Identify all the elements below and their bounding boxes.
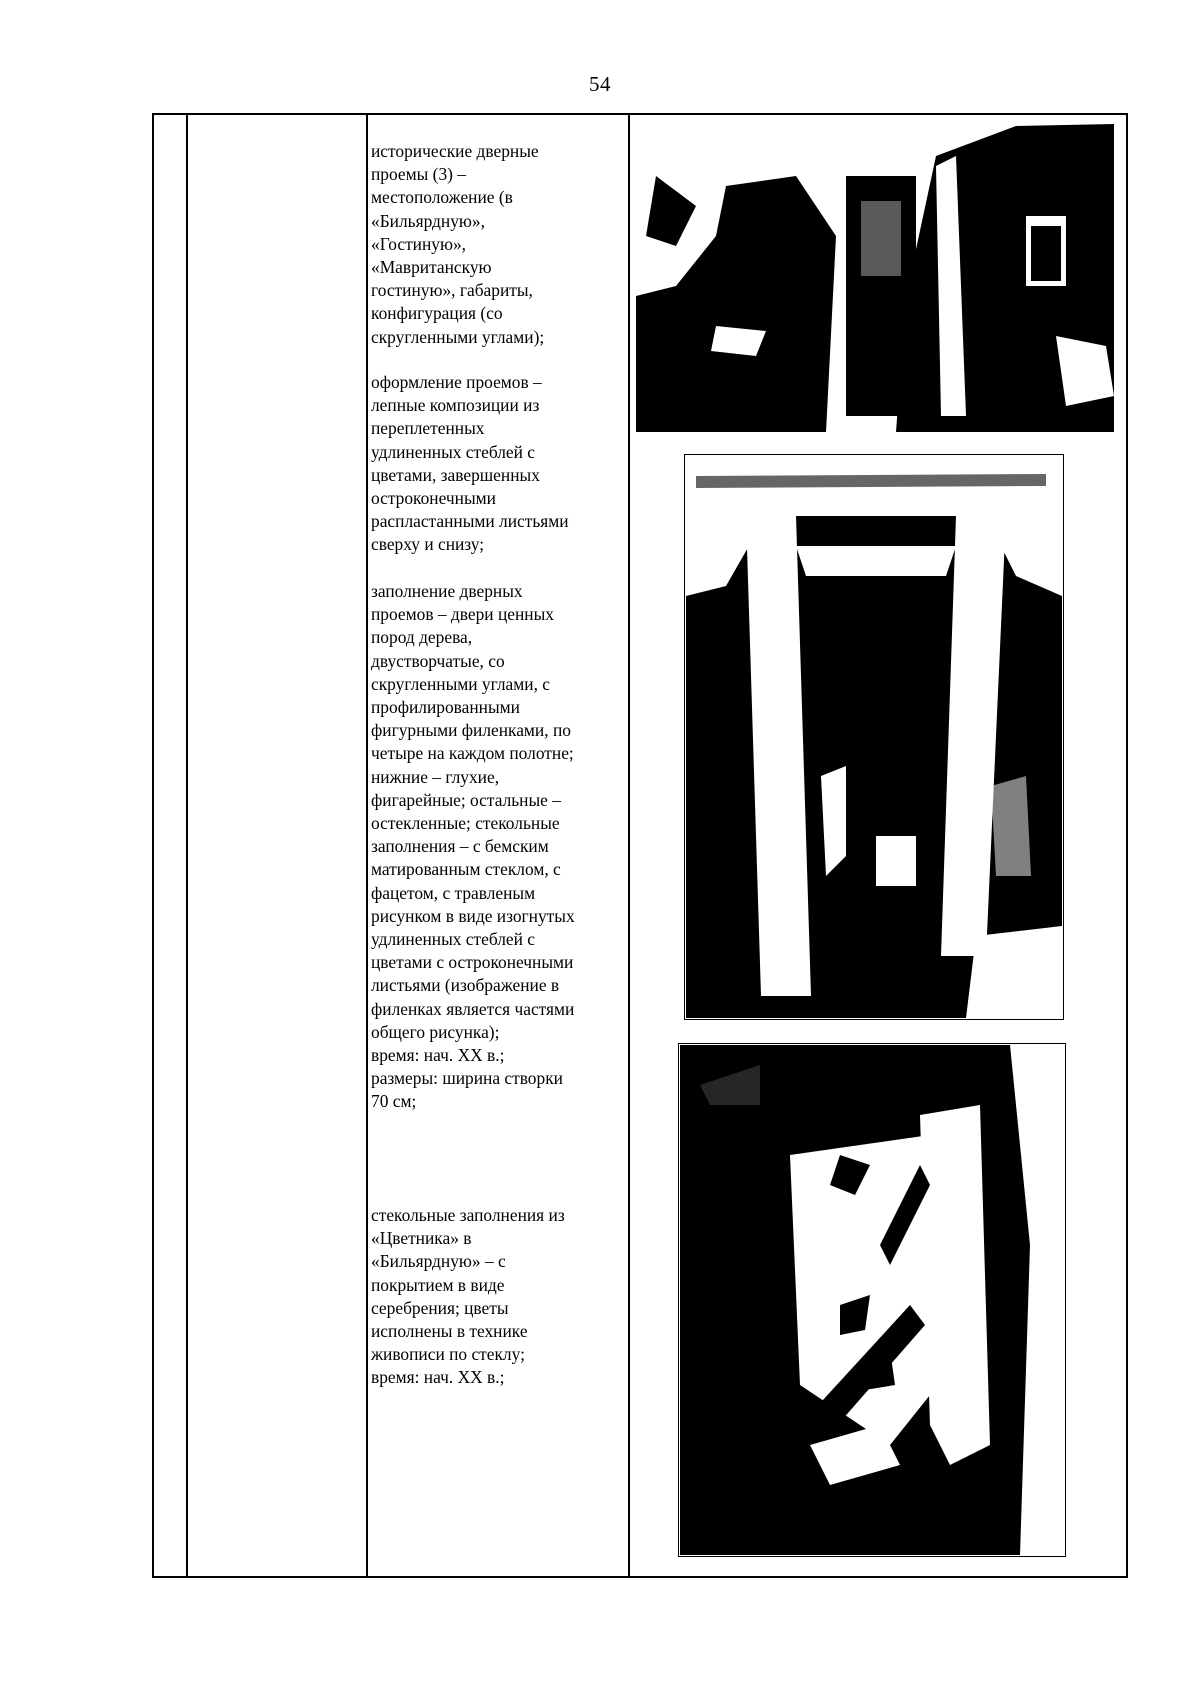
paragraph-door-filling: заполнение дверных проемов – двери ценных пород дерева, двустворчатые, со скругленными углами, с профилированными фигурными филенками, по четыре на каждом полотне; нижние – глухие, фигарейные; остальные – остекленные; стекольные заполнения – с бемским матированным стеклом, с фацетом, с травленым рисунком в виде изогнутых удлиненных стеблей с цветами с остроконечными листьями (изображение в филенках является частями общего рисунка); время: нач. XX в.; размеры: ширина створки 70 см; (371, 581, 575, 1112)
description-cell (371, 1204, 621, 1390)
photo-doorway-billiard-room (636, 116, 1114, 432)
description-cell (371, 580, 621, 1114)
description-cell (371, 371, 621, 557)
description-cell (371, 140, 621, 349)
photo-arched-doorway-stucco-stems (686, 456, 1062, 1018)
column-divider-1 (186, 115, 188, 1576)
photo-stained-glass-flowers (680, 1045, 1064, 1555)
paragraph-door-openings: исторические дверные проемы (3) – местоположение (в «Бильярдную», «Гостиную», «Мавританскую гостиную», габариты, конфигурация (со скругленными углами); (371, 141, 545, 347)
paragraph-opening-decoration: оформление проемов – лепные композиции из переплетенных удлиненных стеблей с цветами, завершенных остроконечными распластанными листьями сверху и снизу; (371, 372, 569, 555)
column-divider-3 (628, 115, 630, 1576)
column-divider-2 (366, 115, 368, 1576)
page-number: 54 (589, 72, 611, 96)
paragraph-glass-filling: стекольные заполнения из «Цветника» в «Бильярдную» – с покрытием в виде серебрения; цветы исполнены в технике живописи по стеклу; время: нач. XX в.; (371, 1205, 565, 1388)
